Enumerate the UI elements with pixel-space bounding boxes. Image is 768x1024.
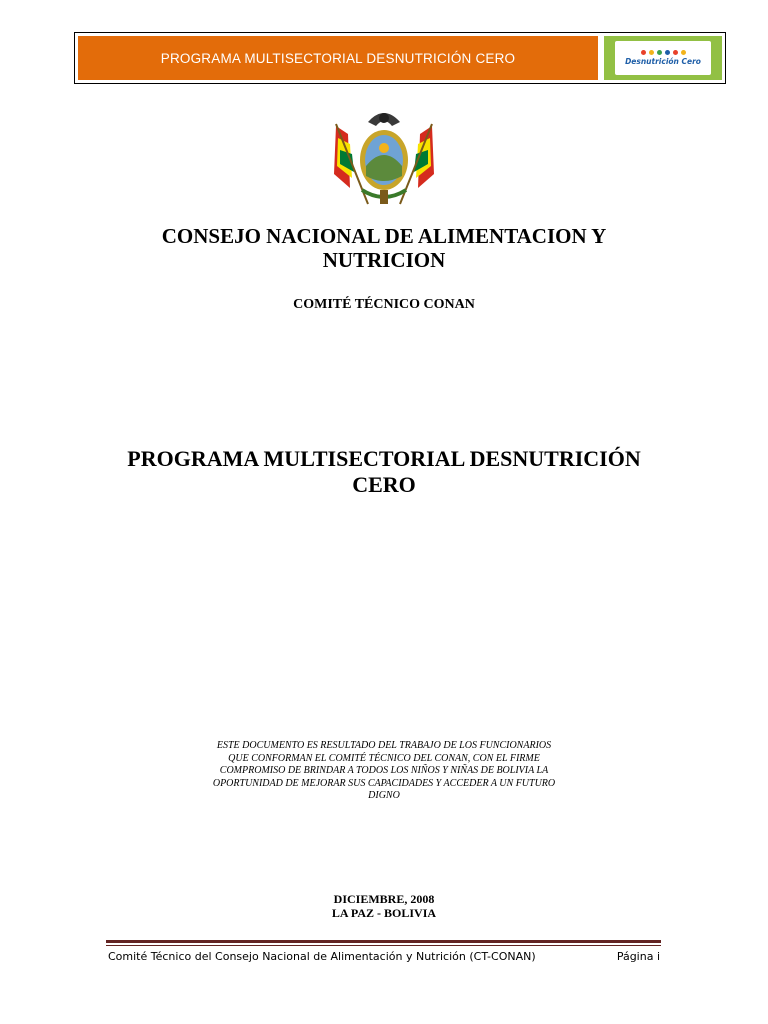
statement-line: OPORTUNIDAD DE MEJORAR SUS CAPACIDADES Y ACCEDER A UN FUTURO [212,777,556,789]
program-title-line2: CERO [352,472,416,497]
logo-text: Desnutrición Cero [625,57,701,66]
committee-subtitle: COMITÉ TÉCNICO CONAN [293,297,475,312]
statement-line: QUE CONFORMAN EL COMITÉ TÉCNICO DEL CONAN, CON EL FIRME [228,752,540,764]
council-title-line2: NUTRICION [322,248,446,272]
logo-badge [615,41,711,75]
statement-line: ESTE DOCUMENTO ES RESULTADO DEL TRABAJO DE LOS FUNCIONARIOS [216,740,552,751]
program-title [0,446,768,498]
council-title-line1: CONSEJO NACIONAL DE ALIMENTACION Y [161,224,607,248]
header-title: PROGRAMA MULTISECTORIAL DESNUTRICIÓN CERO [160,50,516,66]
logo-children-icon [641,50,686,55]
statement-line: DIGNO [368,790,400,801]
page-header [74,32,726,84]
footer-divider-thin [106,945,661,946]
footer-text: Comité Técnico del Consejo Nacional de Alimentación y Nutrición (CT-CONAN) [108,950,536,963]
header-title-bar [78,36,598,80]
date-location [0,892,768,920]
council-title [0,224,768,272]
page-number: Página i [616,950,660,963]
program-title-line1: PROGRAMA MULTISECTORIAL DESNUTRICIÓN [127,446,641,471]
date-line: DICIEMBRE, 2008 [333,892,435,906]
dedication-statement [170,740,598,803]
location-line: LA PAZ - BOLIVIA [331,906,437,920]
bolivia-coat-of-arms-icon [328,104,440,212]
statement-line: COMPROMISO DE BRINDAR A TODOS LOS NIÑOS Y NIÑAS DE BOLIVIA LA [219,765,549,776]
desnutricion-cero-logo [604,36,722,80]
page-footer [108,950,660,963]
footer-divider [106,940,661,943]
